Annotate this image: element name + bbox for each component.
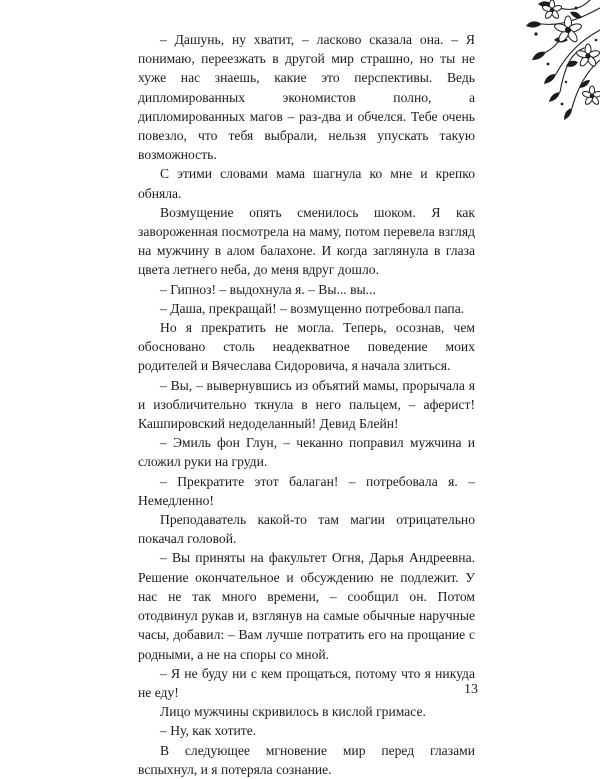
paragraph: – Эмиль фон Глун, – чеканно поправил мужчина и сложил руки на груди. — [138, 435, 475, 470]
paragraph: – Даша, прекращай! – возмущенно потребовал папа. — [160, 300, 465, 316]
paragraph: Но я прекратить не могла. Теперь, осознав, чем обосновано столь неадекватное поведение моих родителей и Вячеслава Сидоровича, я начала злиться. — [138, 320, 475, 374]
paragraph: – Прекратите этот балаган! – потребовала я. – Немедленно! — [138, 473, 475, 508]
chapter-text — [138, 30, 475, 779]
paragraph: Возмущение опять сменилось шоком. Я как завороженная посмотрела на маму, потом перевела взгляд на мужчину в алом балахоне. И когда заглянула в глаза цвета летнего неба, до меня вдруг дошло. — [138, 204, 475, 278]
paragraph: – Вы приняты на факультет Огня, Дарья Андреевна. Решение окончательное и обсуждению не подлежит. У нас не так много времени, – сообщил он. Потом отодвинул рукав и, взглянув на самые обычные наручные часы, добавил: – Вам лучше потратить его на прощание с родными, а не на споры со мной. — [138, 550, 475, 662]
paragraph: – Дашунь, ну хватит, – ласково сказала она. – Я понимаю, переезжать в другой мир страшно, но ты не хуже нас знаешь, какие это перспективы. Ведь дипломированных экономистов полно, а дипломированных магов – раз-два и обчелся. Тебе очень повезло, что тебя выбрали, нельзя упускать такую возможность. — [138, 32, 475, 163]
paragraph: – Вы, – вывернувшись из объятий мамы, прорычала я и изобличительно ткнула в него пальцем, – аферист! Кашпировский недоделанный! Девид Блейн! — [138, 377, 475, 432]
paragraph: С этими словами мама шагнула ко мне и крепко обняла. — [138, 166, 475, 201]
paragraph: – Гипноз! – выдохнула я. – Вы... вы... — [160, 281, 376, 297]
paragraph: – Ну, как хотите. — [160, 723, 257, 739]
paragraph: Преподаватель какой-то там магии отрицательно покачал головой. — [138, 512, 475, 547]
paragraph: Лицо мужчины скривилось в кислой гримасе. — [160, 704, 426, 720]
page-number: 13 — [464, 682, 478, 697]
paragraph: – Я не буду ни с кем прощаться, потому что я никуда не еду! — [138, 665, 475, 700]
paragraph: В следующее мгновение мир перед глазами вспыхнул, и я потеряла сознание. — [138, 742, 475, 777]
